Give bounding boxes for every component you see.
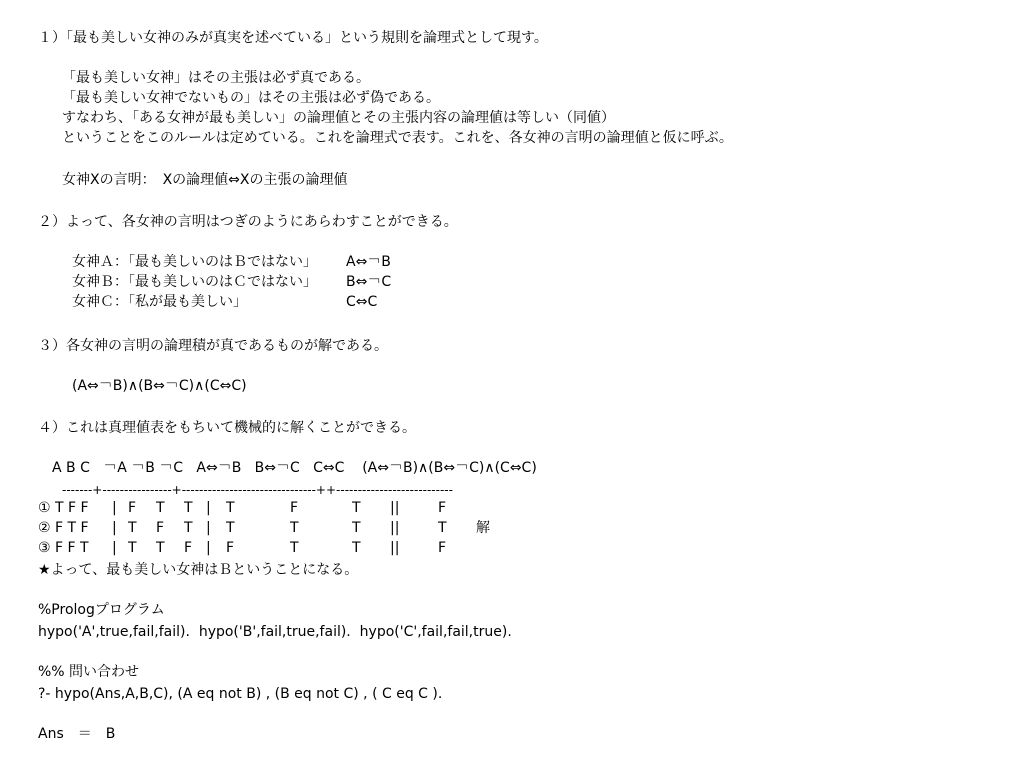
truth-table-separator: -------+----------------+-------------------------------++--------------------------- (62, 483, 453, 497)
row-bar: | (112, 500, 117, 516)
cell-conjunction: F (438, 500, 447, 516)
cell-not-b: F (156, 520, 165, 536)
section1-paragraph-1: 「最も美しい女神」はその主張は必ず真である。 (62, 70, 370, 86)
cell-conjunction: F (438, 540, 447, 556)
cell-not-b: T (156, 500, 165, 516)
goddess-c-claim: 女神Ｃ：「私が最も美しい」 (72, 294, 247, 310)
cell-b-iff-not-c: T (290, 540, 299, 556)
section4-heading: ４）これは真理値表をもちいて機械的に解くことができる。 (38, 420, 416, 436)
cell-not-b: T (156, 540, 165, 556)
section1-heading: １）「最も美しい女神のみが真実を述べている」という規則を論理式として現す。 (38, 30, 548, 46)
section2-heading: ２）よって、各女神の言明はつぎのようにあらわすことができる。 (38, 214, 458, 230)
row-bar: | (206, 520, 211, 536)
section1-formula: 女神Xの言明： Xの論理値⇔Xの主張の論理値 (62, 172, 348, 188)
truth-table-header: A B C ￢A ￢B ￢C A⇔￢B B⇔￢C C⇔C (A⇔￢B)∧(B⇔￢C)∧(C⇔C) (52, 460, 537, 476)
prolog-answer: Ans ＝ B (38, 726, 116, 742)
goddess-a-claim: 女神Ａ：「最も美しいのはＢではない」 (72, 254, 317, 270)
row-double-bar: || (390, 500, 400, 516)
row-bar: | (206, 500, 211, 516)
cell-not-a: T (128, 540, 137, 556)
section1-paragraph-3: すなわち、「ある女神が最も美しい」の論理値とその主張内容の論理値は等しい（同値） (62, 110, 615, 126)
row-label: ③ F F T (38, 540, 89, 556)
goddess-c-logic: C⇔C (346, 294, 378, 310)
cell-c-iff-c: T (352, 540, 361, 556)
cell-not-c: T (184, 500, 193, 516)
cell-not-c: T (184, 520, 193, 536)
row-double-bar: || (390, 520, 400, 536)
prolog-query-comment: %% 問い合わせ (38, 664, 140, 680)
cell-not-a: F (128, 500, 137, 516)
cell-b-iff-not-c: T (290, 520, 299, 536)
cell-note: 解 (476, 520, 490, 536)
cell-not-a: T (128, 520, 137, 536)
prolog-query: ?- hypo(Ans,A,B,C), (A eq not B) , (B eq not C) , ( C eq C ). (38, 686, 443, 702)
row-label: ② F T F (38, 520, 89, 536)
cell-c-iff-c: T (352, 500, 361, 516)
row-label: ① T F F (38, 500, 89, 516)
row-double-bar: || (390, 540, 400, 556)
cell-not-c: F (184, 540, 193, 556)
cell-b-iff-not-c: F (290, 500, 299, 516)
row-bar: | (206, 540, 211, 556)
cell-conjunction: T (438, 520, 447, 536)
cell-c-iff-c: T (352, 520, 361, 536)
section3-heading: ３）各女神の言明の論理積が真であるものが解である。 (38, 338, 388, 354)
row-bar: | (112, 540, 117, 556)
goddess-b-claim: 女神Ｂ：「最も美しいのはＣではない」 (72, 274, 317, 290)
goddess-b-logic: B⇔￢C (346, 274, 392, 290)
conclusion: ★よって、最も美しい女神はＢということになる。 (38, 562, 359, 578)
section1-paragraph-4: ということをこのルールは定めている。これを論理式で表す。これを、各女神の言明の論理値と仮に呼ぶ。 (62, 130, 733, 146)
section1-paragraph-2: 「最も美しい女神でないもの」はその主張は必ず偽である。 (62, 90, 440, 106)
cell-a-iff-not-b: F (226, 540, 235, 556)
row-bar: | (112, 520, 117, 536)
prolog-comment: %Prologプログラム (38, 602, 165, 618)
section3-formula: (A⇔￢B)∧(B⇔￢C)∧(C⇔C) (72, 378, 247, 394)
goddess-a-logic: A⇔￢B (346, 254, 391, 270)
cell-a-iff-not-b: T (226, 500, 235, 516)
prolog-code: hypo('A',true,fail,fail). hypo('B',fail,true,fail). hypo('C',fail,fail,true). (38, 624, 512, 640)
cell-a-iff-not-b: T (226, 520, 235, 536)
